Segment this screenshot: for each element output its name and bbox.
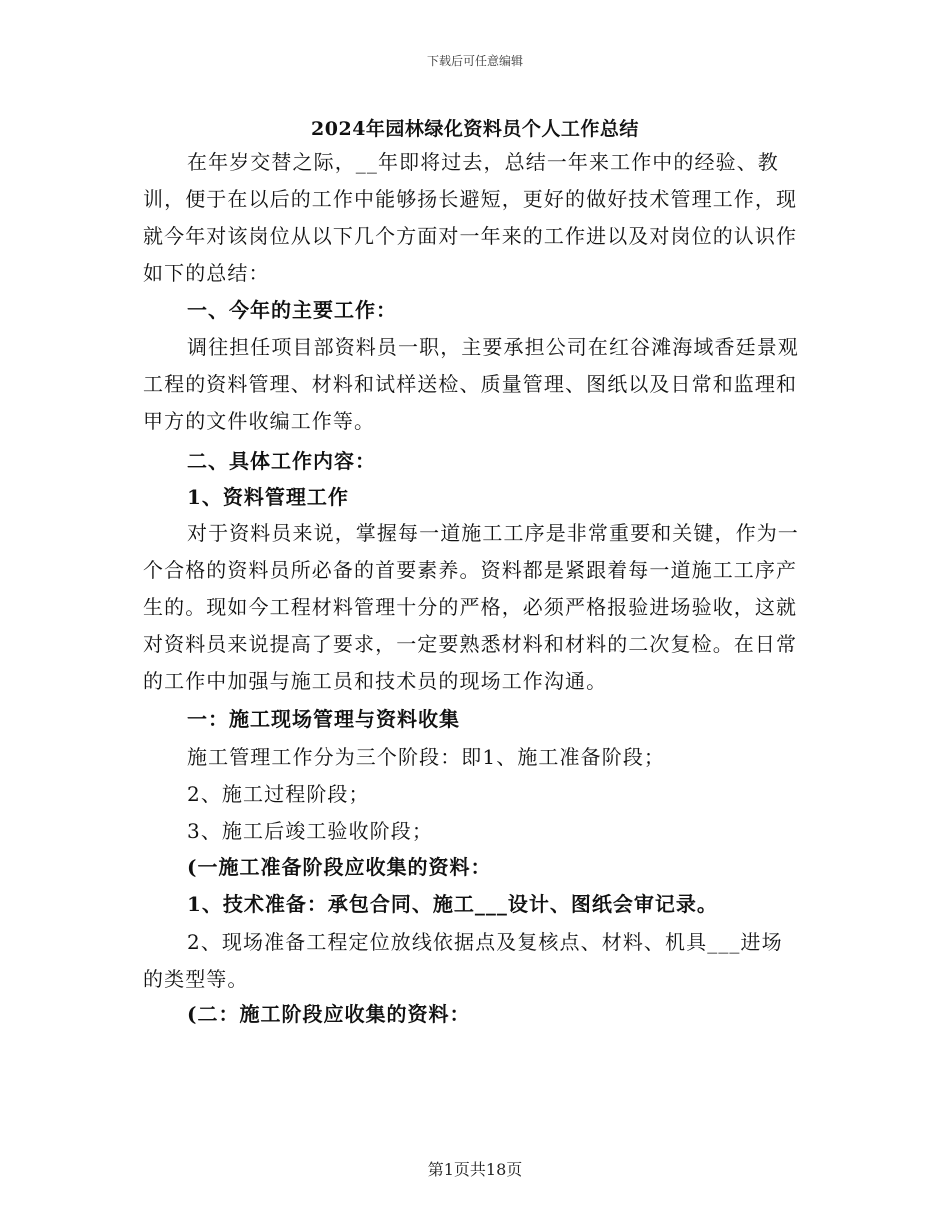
intro-paragraph: 在年岁交替之际，__年即将过去，总结一年来工作中的经验、教训，便于在以后的工作中能够扬长避短，更好的做好技术管理工作，现就今年对该岗位从以下几个方面对一年来的工作进以及对岗位的认识作如下的总结： [143,150,798,285]
stage-2-line: 2、施工过程阶段； [187,782,370,806]
prep-stage-heading: (一施工准备阶段应收集的资料： [187,855,492,879]
page-number-footer: 第1页共18页 [427,1160,523,1179]
document-title: 2024年园林绿化资料员个人工作总结 [311,118,639,140]
technical-prep-line: 1、技术准备：承包合同、施工___设计、图纸会审记录。 [187,892,718,916]
stage-3-line: 3、施工后竣工验收阶段； [187,819,433,843]
construction-stage-heading: (二：施工阶段应收集的资料： [187,1002,471,1026]
data-management-paragraph: 对于资料员来说，掌握每一道施工工序是非常重要和关键，作为一个合格的资料员所必备的首要素养。资料都是紧跟着每一道施工工序产生的。现如今工程材料管理十分的严格，必须严格报验进场验收，这就对资料员来说提高了要求，一定要熟悉材料和材料的二次复检。在日常的工作中加强与施工员和技术员的现场工作沟通。 [143,521,799,693]
page-header-note: 下载后可任意编辑 [426,54,523,68]
site-prep-paragraph: 2、现场准备工程定位放线依据点及复核点、材料、机具___进场的类型等。 [143,930,783,991]
main-work-paragraph: 调往担任项目部资料员一职，主要承担公司在红谷滩海域香廷景观工程的资料管理、材料和试样送检、质量管理、图纸以及日常和监理和甲方的文件收编工作等。 [143,335,799,433]
subsection-heading-site-management: 一：施工现场管理与资料收集 [187,707,460,731]
subsection-heading-data-management: 1、资料管理工作 [187,485,349,509]
stages-intro-line: 施工管理工作分为三个阶段：即1、施工准备阶段； [187,745,666,769]
section-heading-main-work: 一、今年的主要工作： [187,298,397,322]
section-heading-details: 二、具体工作内容： [187,449,376,473]
